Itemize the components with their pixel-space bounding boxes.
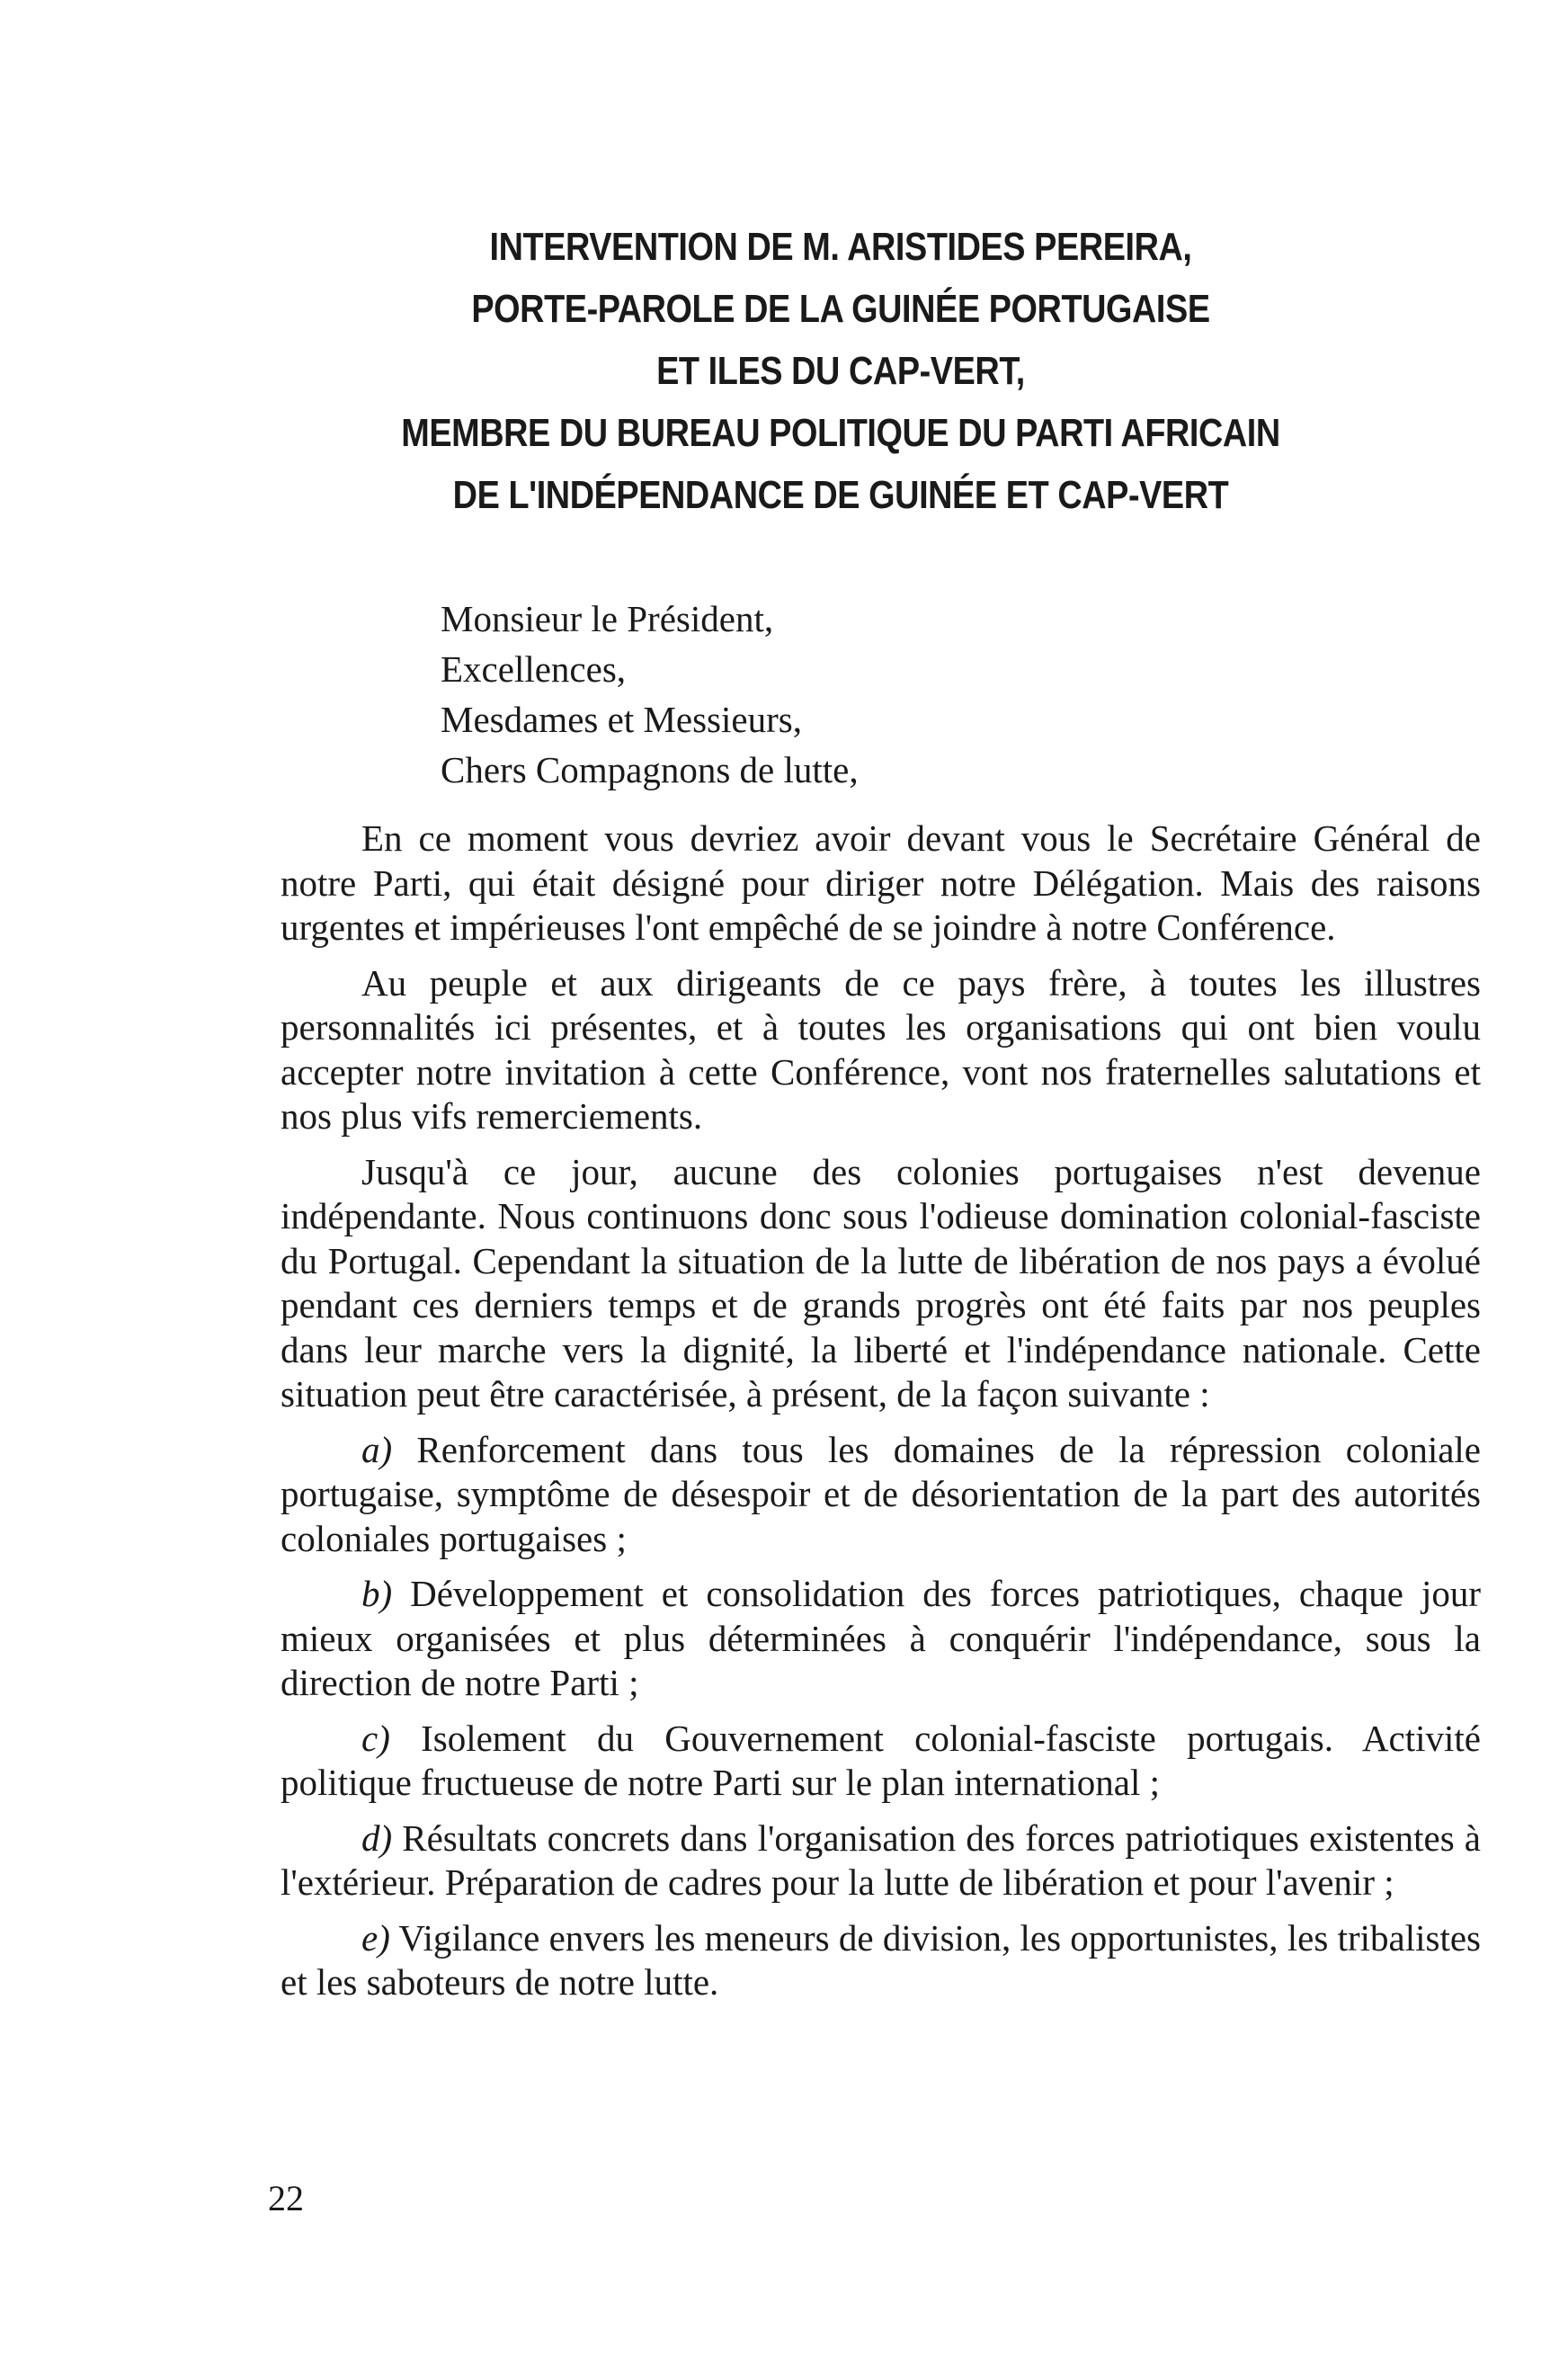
list-item-letter: a) [361, 1428, 393, 1470]
salutation-line: Excellences, [441, 648, 627, 690]
page-number: 22 [268, 2178, 304, 2218]
list-item [281, 1717, 1481, 1806]
salutation-line: Monsieur le Président, [441, 598, 774, 639]
list-item-letter: e) [361, 1916, 390, 1959]
paragraph: En ce moment vous devriez avoir devant vous le Secrétaire Général de notre Parti, qui était désigné pour diriger notre Délégation. Mais des raisons urgentes et impérieuses l'ont empêché de se joindre à notre Conférence. [281, 817, 1481, 948]
paragraph: Jusqu'à ce jour, aucune des colonies portugaises n'est devenue indépendante. Nous continuons donc sous l'odieuse domination colonial-fasciste du Portugal. Cependant la situation de la lutte de libération de nos pays a évolué pendant ces derniers temps et de grands progrès ont été faits par nos peuples dans leur marche vers la dignité, la liberté et l'indépendance nationale. Cette situation peut être caractérisée, à présent, de la façon suivante : [281, 1150, 1481, 1415]
heading-line: ET ILES DU CAP-VERT, [656, 349, 1025, 393]
list-item-letter: c) [361, 1717, 390, 1759]
salutation-line: Chers Compagnons de lutte, [441, 749, 859, 790]
heading-line: DE L'INDÉPENDANCE DE GUINÉE ET CAP-VERT [452, 473, 1229, 517]
list-item [281, 1572, 1481, 1706]
list-item [281, 1428, 1481, 1562]
heading-line: INTERVENTION DE M. ARISTIDES PEREIRA, [489, 225, 1192, 269]
heading-line: PORTE-PAROLE DE LA GUINÉE PORTUGAISE [471, 287, 1210, 331]
list-item [281, 1816, 1481, 1905]
list-item [281, 1916, 1481, 2005]
heading-line: MEMBRE DU BUREAU POLITIQUE DU PARTI AFRICAIN [401, 411, 1280, 455]
list-item-text: Isolement du Gouvernement colonial-fasciste portugais. Activité politique fructueuse de notre Parti sur le plan international ; [281, 1717, 1481, 1803]
salutation-line: Mesdames et Messieurs, [441, 699, 802, 740]
list-item-text: Vigilance envers les meneurs de division, les opportunistes, les tribalistes et les saboteurs de notre lutte. [281, 1916, 1481, 2003]
body-text [281, 817, 1481, 2016]
list-item-letter: d) [361, 1816, 393, 1859]
list-item-text: Renforcement dans tous les domaines de la répression coloniale portugaise, symptôme de désespoir et de désorientation de la part des autorités coloniales portugaises ; [281, 1428, 1481, 1559]
paragraph: Au peuple et aux dirigeants de ce pays frère, à toutes les illustres personnalités ici présentes, et à toutes les organisations qui ont bien voulu accepter notre invitation à cette Conférence, vont nos fraternelles salutations et nos plus vifs remerciements. [281, 961, 1481, 1137]
document-heading [358, 216, 1324, 526]
list-item-letter: b) [361, 1573, 393, 1614]
salutation-block [441, 594, 1250, 795]
list-item-text: Résultats concrets dans l'organisation des forces patriotiques existentes à l'extérieur. Préparation de cadres pour la lutte de libération et pour l'avenir ; [281, 1816, 1481, 1903]
list-item-text: Développement et consolidation des forces patriotiques, chaque jour mieux organisées et plus déterminées à conquérir l'indépendance, sous la direction de notre Parti ; [281, 1573, 1481, 1703]
